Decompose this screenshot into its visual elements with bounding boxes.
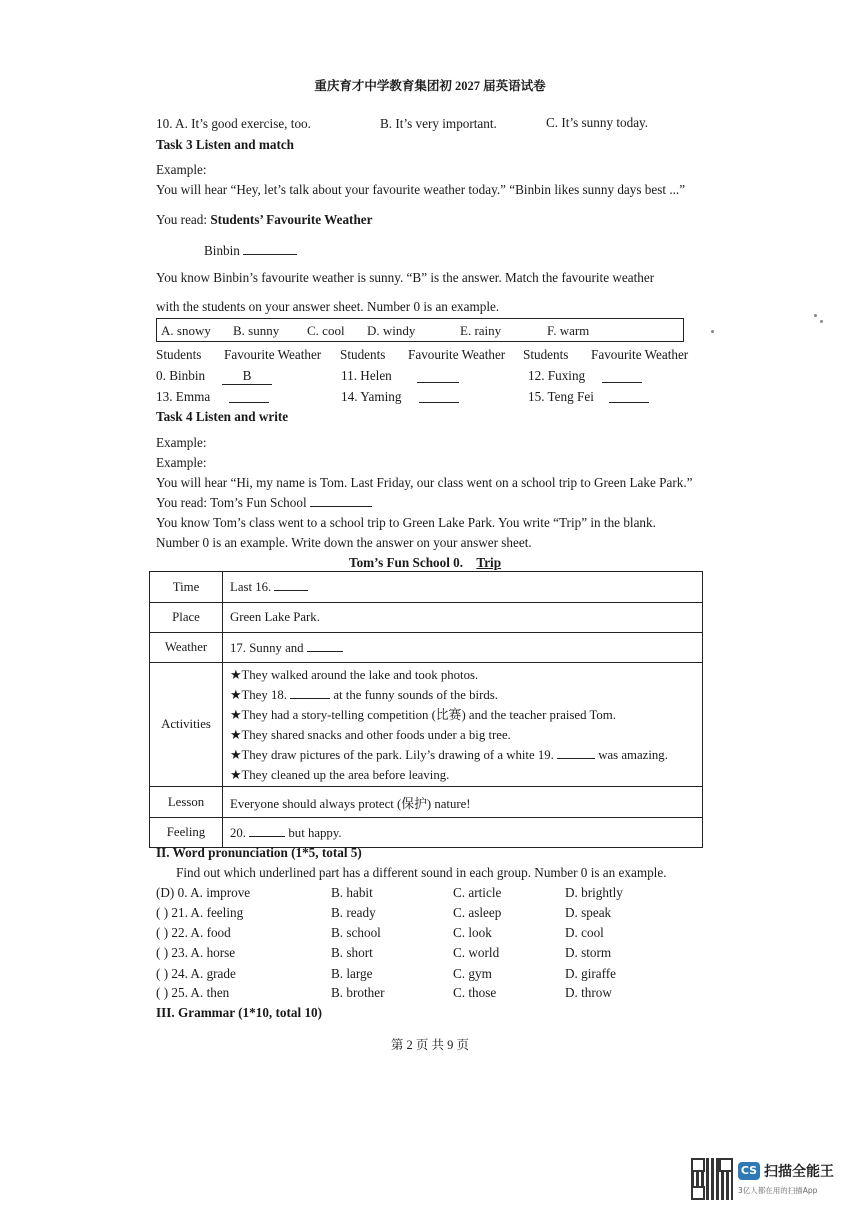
camscanner-watermark (691, 1158, 839, 1204)
pron-row-1-c: C. asleep (453, 905, 502, 920)
pron-row-2-b: B. school (331, 925, 381, 940)
col-students-2: Students (340, 347, 386, 362)
weather-choices-box (156, 318, 684, 342)
pron-row-4-b: B. large (331, 966, 373, 981)
col-weather-3: Favourite Weather (591, 347, 689, 362)
pron-number: ( ) 21. A. (156, 905, 207, 920)
row-feeling (150, 818, 703, 848)
pron-number: ( ) 24. A. (156, 966, 207, 981)
task4-number0: Number 0 is an example. Write down the answer on your answer sheet. (156, 535, 532, 550)
pron-word-a: horse (206, 945, 236, 960)
pron-row-5-a (156, 985, 229, 1001)
pron-word-a: food (206, 925, 231, 940)
blank-19 (557, 747, 595, 759)
task4-table-title (349, 555, 511, 571)
pron-row-4-d: D. giraffe (565, 966, 617, 981)
tom-fun-school-table (149, 571, 703, 848)
blank-12 (602, 371, 642, 383)
blank-11 (417, 371, 459, 383)
pron-row-5-d: D. throw (565, 985, 612, 1000)
pron-word-a: then (206, 985, 230, 1000)
pron-row-0-b: B. habit (331, 885, 373, 900)
student-fuxing: 12. Fuxing (528, 368, 586, 383)
q10-option-b: B. It’s very important. (380, 116, 497, 131)
activity-2-start: ★They 18. (230, 687, 287, 702)
task4-read (156, 495, 372, 511)
activities-cell (223, 663, 703, 787)
weather-value: 17. Sunny and (230, 640, 304, 655)
pron-row-3-a (156, 945, 235, 961)
student-yaming: 14. Yaming (341, 389, 402, 404)
choice-c: C. cool (307, 323, 345, 338)
task4-know: You know Tom’s class went to a school trip to Green Lake Park. You write “Trip” in the blank. (156, 515, 656, 530)
student-emma: 13. Emma (156, 389, 211, 404)
activities-label: Activities (150, 663, 223, 787)
example-answer: B (222, 368, 272, 385)
pron-row-4-c: C. gym (453, 966, 492, 981)
row-time (150, 572, 703, 603)
blank-17 (307, 640, 343, 652)
binbin-blank (243, 243, 297, 255)
q10-option-c: C. It’s sunny today. (546, 115, 649, 130)
col-students-3: Students (523, 347, 569, 362)
col-weather-1: Favourite Weather (224, 347, 322, 362)
table-title-answer: Trip (476, 555, 502, 570)
pron-row-2-d: D. cool (565, 925, 604, 940)
task3-read-prefix: You read: (156, 212, 211, 227)
blank-13 (229, 391, 269, 403)
task4-read-text: You read: Tom’s Fun School (156, 495, 307, 510)
q10-option-a: 10. A. It’s good exercise, too. (156, 116, 311, 131)
row-activities (150, 663, 703, 787)
choice-a: A. snowy (161, 323, 211, 338)
pron-row-3-c: C. world (453, 945, 500, 960)
place-value: Green Lake Park. (223, 603, 703, 633)
activity-4: ★They shared snacks and other foods under a big tree. (230, 727, 511, 742)
qr-code-icon (691, 1158, 733, 1200)
task3-binbin (204, 243, 297, 259)
weather-label: Weather (150, 633, 223, 663)
student-binbin: 0. Binbin (156, 368, 206, 383)
activity-1: ★They walked around the lake and took photos. (230, 667, 479, 682)
camscanner-name: 扫描全能王 (764, 1164, 834, 1180)
blank-16 (274, 579, 308, 591)
pron-word-a: feeling (206, 905, 244, 920)
pron-row-3-b: B. short (331, 945, 373, 960)
student-helen: 11. Helen (341, 368, 392, 383)
pron-row-0-a (156, 885, 250, 901)
pron-row-3-d: D. storm (565, 945, 612, 960)
activity-5-start: ★They draw pictures of the park. Lily’s drawing of a white 19. (230, 747, 554, 762)
feeling-cell (223, 818, 703, 848)
pron-number: (D) 0. A. (156, 885, 207, 900)
scan-speck (814, 314, 817, 317)
pron-row-4-a (156, 966, 236, 982)
task3-know-line2: with the students on your answer sheet. Number 0 is an example. (156, 299, 500, 314)
pron-number: ( ) 22. A. (156, 925, 207, 940)
activity-3: ★They had a story-telling competition (比赛) and the teacher praised Tom. (230, 707, 616, 722)
section2-title: II. Word pronunciation (1*5, total 5) (156, 845, 362, 860)
pron-word-a: improve (206, 885, 251, 900)
task4-example-2: Example: (156, 455, 207, 470)
task3-know-line1: You know Binbin’s favourite weather is sunny. “B” is the answer. Match the favourite weather (156, 270, 655, 285)
blank-20 (249, 825, 285, 837)
task3-read-title: Students’ Favourite Weather (210, 212, 373, 227)
blank-15 (609, 391, 649, 403)
lesson-label: Lesson (150, 787, 223, 818)
section2-instructions: Find out which underlined part has a different sound in each group. Number 0 is an example. (176, 865, 667, 880)
choice-b: B. sunny (233, 323, 280, 338)
page-number: 第 2 页 共 9 页 (390, 1038, 470, 1052)
col-students-1: Students (156, 347, 202, 362)
weather-cell (223, 633, 703, 663)
task4-read-blank (310, 495, 372, 507)
pron-number: ( ) 25. A. (156, 985, 207, 1000)
pron-row-1-a (156, 905, 243, 921)
camscanner-slogan: 3亿人都在用的扫描App (738, 1186, 818, 1195)
pron-row-1-b: B. ready (331, 905, 376, 920)
time-value: Last 16. (230, 580, 272, 594)
task4-title: Task 4 Listen and write (156, 409, 289, 424)
activity-6: ★They cleaned up the area before leaving. (230, 767, 450, 782)
pron-row-2-c: C. look (453, 925, 492, 940)
pron-row-5-c: C. those (453, 985, 497, 1000)
task3-hear: You will hear “Hey, let’s talk about your favourite weather today.” “Binbin likes sunny days best ...” (156, 182, 686, 197)
choice-e: E. rainy (460, 323, 502, 338)
pron-row-2-a (156, 925, 231, 941)
pron-row-5-b: B. brother (331, 985, 385, 1000)
feeling-value: 20. (230, 825, 246, 840)
row-lesson (150, 787, 703, 818)
pron-row-1-d: D. speak (565, 905, 612, 920)
camscanner-logo: CS (738, 1162, 760, 1180)
scan-speck (820, 320, 823, 323)
task3-title: Task 3 Listen and match (156, 137, 295, 152)
place-label: Place (150, 603, 223, 633)
section3-title: III. Grammar (1*10, total 10) (156, 1005, 323, 1020)
row-place (150, 603, 703, 633)
pron-number: ( ) 23. A. (156, 945, 207, 960)
blank-14 (419, 391, 459, 403)
blank-18 (290, 687, 330, 699)
answer-binbin (222, 368, 272, 385)
task3-example: Example: (156, 162, 207, 177)
pron-word-a: grade (206, 966, 236, 981)
pron-row-0-d: D. brightly (565, 885, 623, 900)
time-cell (223, 572, 703, 603)
activity-5-end: was amazing. (598, 747, 668, 762)
binbin-label: Binbin (204, 243, 240, 258)
lesson-value: Everyone should always protect (保护) nature! (223, 787, 703, 818)
feeling-label: Feeling (150, 818, 223, 848)
pron-row-0-c: C. article (453, 885, 502, 900)
task4-hear: You will hear “Hi, my name is Tom. Last Friday, our class went on a school trip to Green Lake Park.” (156, 475, 693, 490)
choice-f: F. warm (547, 323, 590, 338)
time-label: Time (150, 572, 223, 603)
activity-5 (230, 745, 702, 765)
student-tengfei: 15. Teng Fei (528, 389, 594, 404)
task3-read (156, 212, 373, 228)
feeling-tail: but happy. (288, 825, 342, 840)
task4-example-1: Example: (156, 435, 207, 450)
scan-speck (711, 330, 714, 333)
exam-header: 重庆育才中学教育集团初 2027 届英语试卷 (314, 79, 546, 93)
table-title-text: Tom’s Fun School 0. (349, 555, 464, 570)
activity-2 (230, 685, 702, 705)
choice-d: D. windy (367, 323, 416, 338)
col-weather-2: Favourite Weather (408, 347, 506, 362)
row-weather (150, 633, 703, 663)
activity-2-end: at the funny sounds of the birds. (333, 687, 498, 702)
